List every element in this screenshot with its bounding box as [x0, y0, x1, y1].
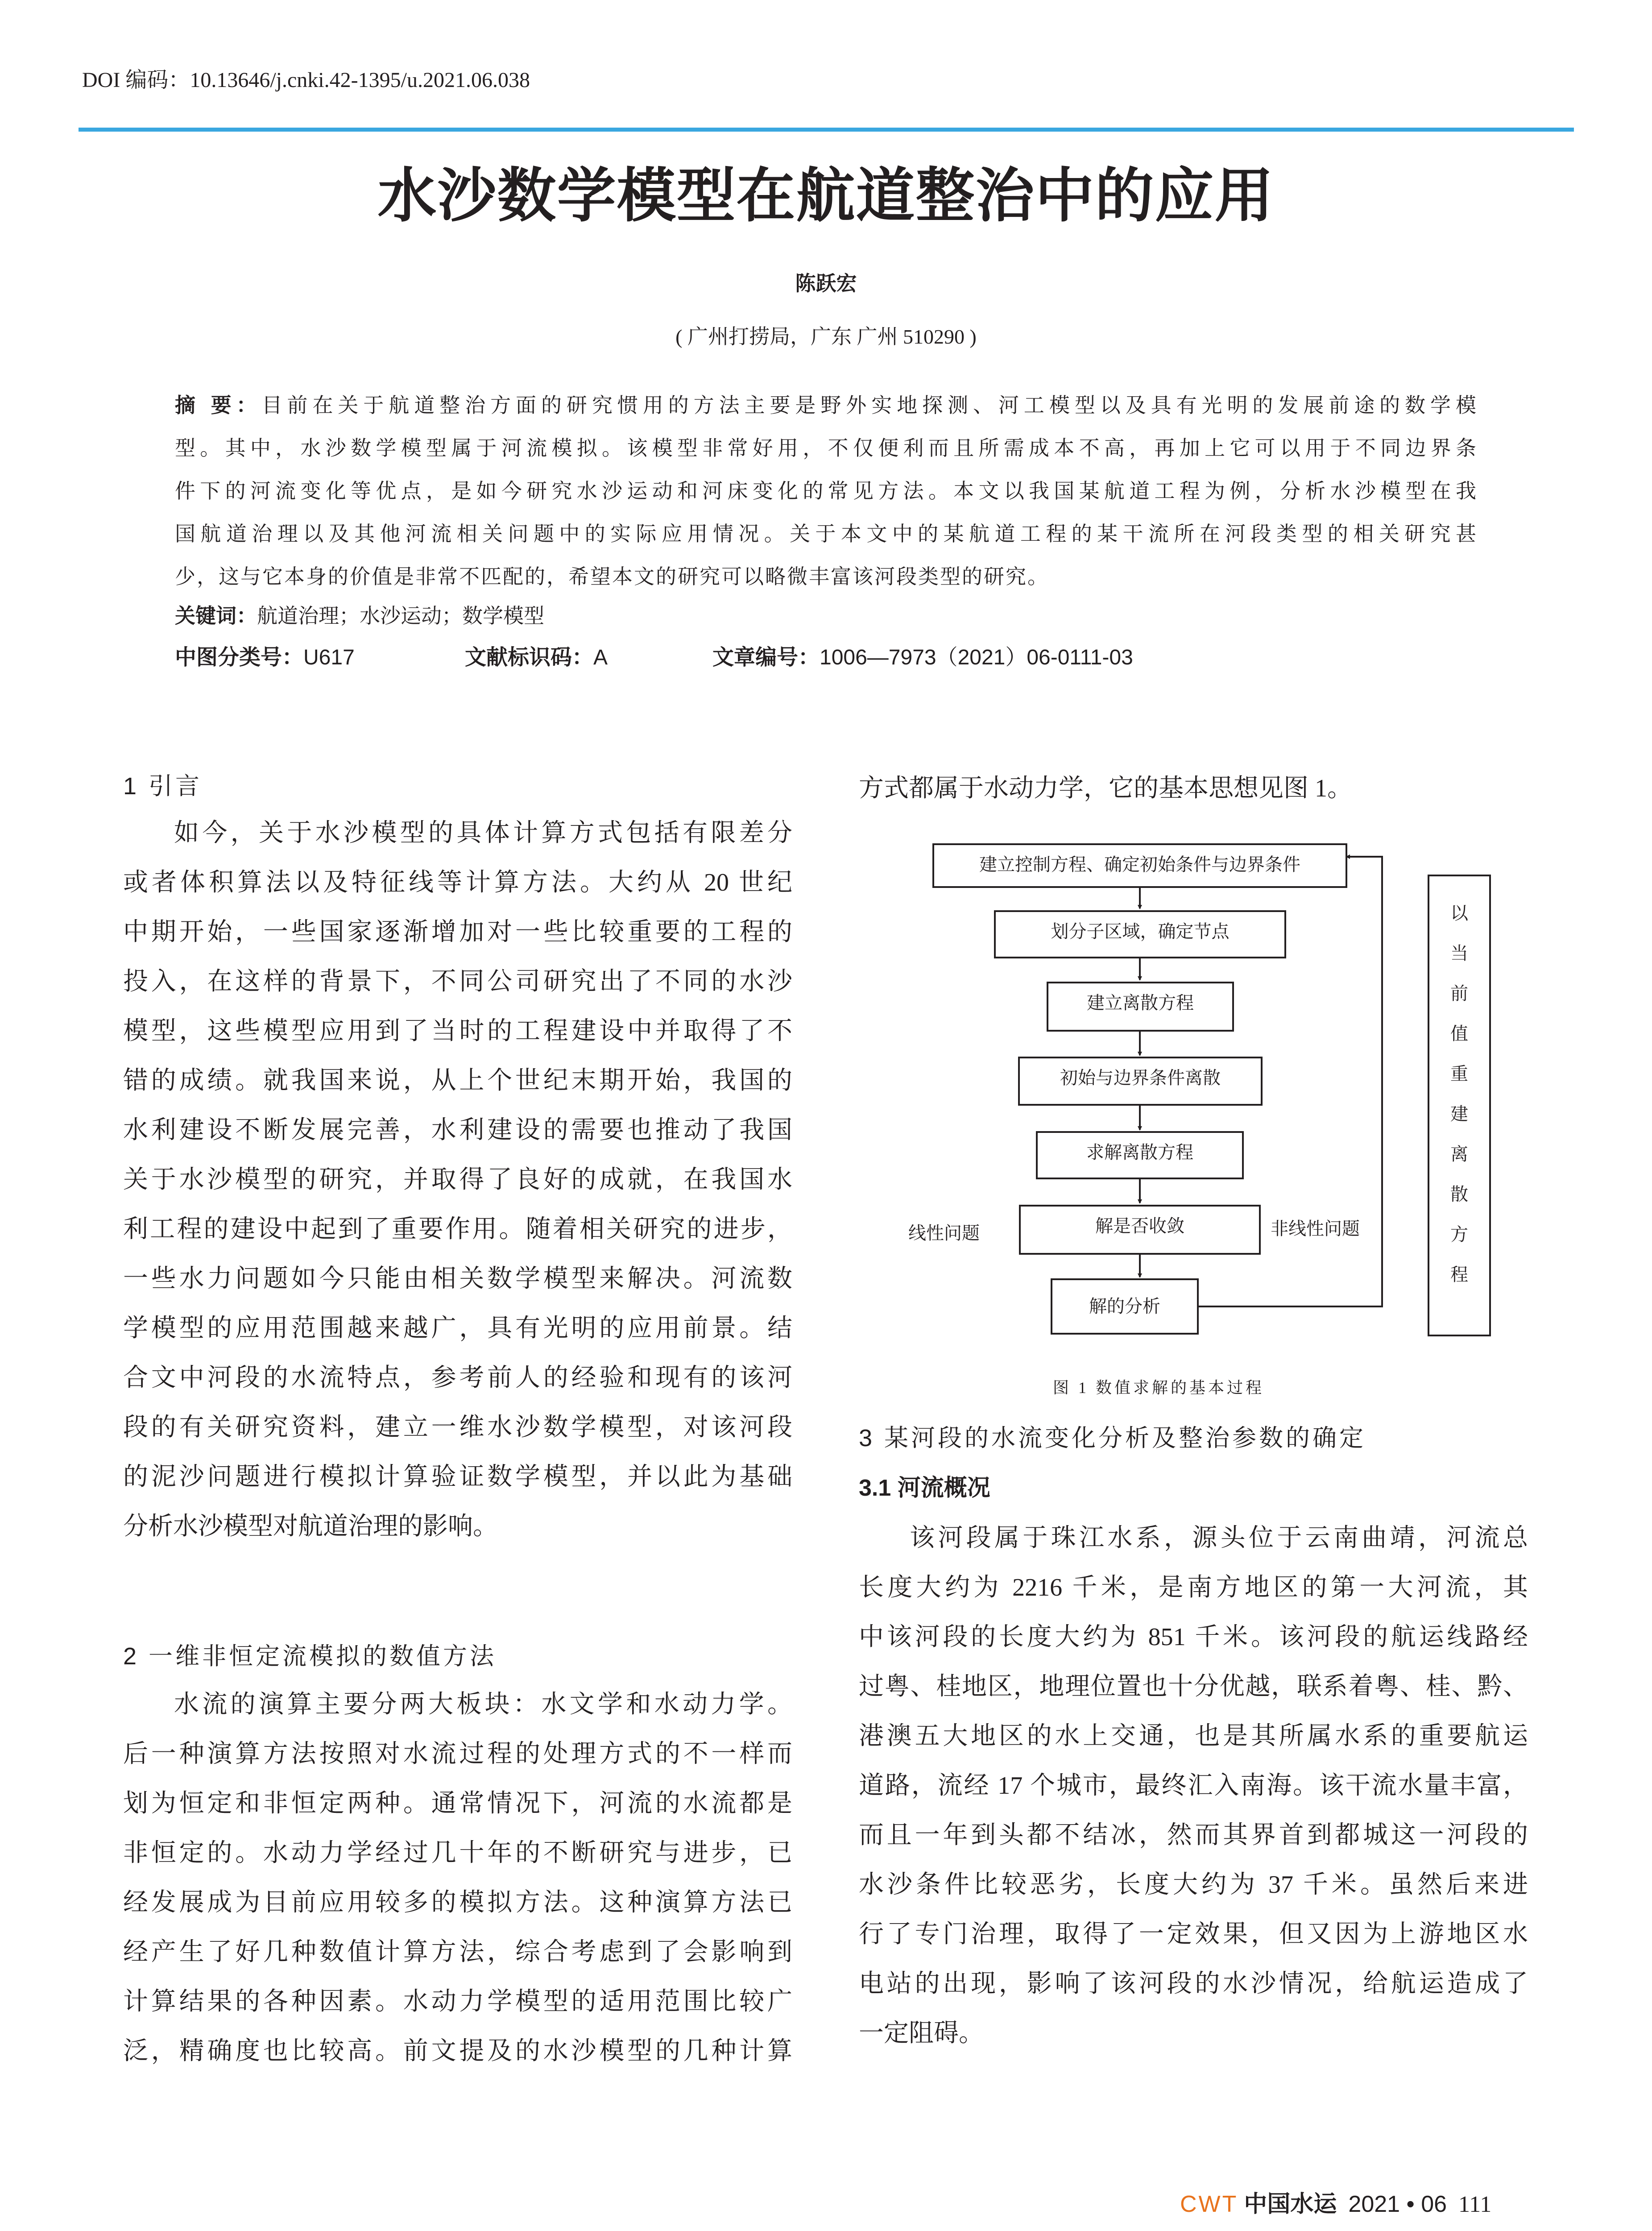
- section-3-heading: 3 某河段的水流变化分析及整治参数的确定: [859, 1425, 1366, 1451]
- body-line: 划为恒定和非恒定两种。通常情况下，河流的水流都是: [123, 1790, 792, 1817]
- article-author: 陈跃宏: [795, 272, 857, 295]
- flow-step-1: 建立控制方程、确定初始条件与边界条件: [932, 843, 1347, 888]
- flow-step-7: 解的分析: [1051, 1278, 1199, 1335]
- body-line: 水利建设不断发展完善，水利建设的需要也推动了我国: [123, 1116, 792, 1144]
- abstract-label: 摘 要：: [175, 394, 262, 417]
- body-line: 如今，关于水沙模型的具体计算方式包括有限差分: [174, 819, 792, 847]
- page-footer: [1180, 2189, 1491, 2220]
- section-2-body: [123, 1680, 792, 2076]
- body-line: 经发展成为目前应用较多的模拟方法。这种演算方法已: [123, 1889, 792, 1916]
- body-line: 而且一年到头都不结冰，然而其界首到都城这一河段的: [859, 1821, 1528, 1849]
- body-line: 行了专门治理，取得了一定效果，但又因为上游地区水: [859, 1920, 1528, 1948]
- body-line: 长度大约为 2216 千米，是南方地区的第一大河流，其: [859, 1574, 1528, 1601]
- body-line: 该河段属于珠江水系，源头位于云南曲靖，河流总: [910, 1524, 1528, 1552]
- body-line: 的泥沙问题进行模拟计算验证数学模型，并以此为基础: [123, 1463, 792, 1491]
- keywords-label: 关键词：: [175, 604, 257, 627]
- doi-line: DOI 编码：10.13646/j.cnki.42-1395/u.2021.06.038: [82, 68, 530, 92]
- body-line: 港澳五大地区的水上交通，也是其所属水系的重要航运: [859, 1722, 1528, 1750]
- body-line: 泛，精确度也比较高。前文提及的水沙模型的几种计算: [123, 2037, 792, 2065]
- figure-1-flowchart: [883, 830, 1508, 1410]
- body-line: 错的成绩。就我国来说，从上个世纪末期开始，我国的: [123, 1067, 792, 1095]
- body-line: 中期开始，一些国家逐渐增加对一些比较重要的工程的: [123, 918, 792, 946]
- section-1-body: [123, 809, 792, 1551]
- flow-step-2: 划分子区域，确定节点: [994, 910, 1286, 958]
- body-line: 分析水沙模型对航道治理的影响。: [123, 1513, 498, 1540]
- article-number: 文章编号：1006—7973（2021）06-0111-03: [712, 646, 1133, 669]
- body-line: 计算结果的各种因素。水动力学模型的适用范围比较广: [123, 1988, 792, 2015]
- header-rule: [79, 128, 1574, 132]
- abstract-line: 摘 要：目前在关于航道整治方面的研究惯用的方法主要是野外实地探测、河工模型以及具有光明的发展前途的数学模: [175, 394, 1478, 417]
- figure-1-caption: 图 1 数值求解的基本过程: [1053, 1379, 1265, 1397]
- page-number: 111: [1458, 2192, 1492, 2217]
- flow-step-3: 建立离散方程: [1047, 982, 1234, 1032]
- abstract-line: 国航道治理以及其他河流相关问题中的实际应用情况。关于本文中的某航道工程的某干流所在河段类型的相关研究甚: [175, 523, 1478, 545]
- abstract-line: 少，这与它本身的价值是非常不匹配的，希望本文的研究可以略微丰富该河段类型的研究。: [175, 565, 1049, 588]
- body-line: 水流的演算主要分两大板块：水文学和水动力学。: [174, 1691, 792, 1718]
- body-line: 一些水力问题如今只能由相关数学模型来解决。河流数: [123, 1265, 792, 1293]
- body-line: 电站的出现，影响了该河段的水沙情况，给航运造成了: [859, 1970, 1528, 1998]
- body-line: 利工程的建设中起到了重要作用。随着相关研究的进步，: [123, 1215, 792, 1243]
- body-line: 段的有关研究资料，建立一维水沙数学模型，对该河段: [123, 1414, 792, 1441]
- body-line: 投入，在这样的背景下，不同公司研究出了不同的水沙: [123, 968, 792, 995]
- keywords-text: 航道治理；水沙运动；数学模型: [257, 605, 544, 627]
- article-affiliation: ( 广州打捞局，广东 广州 510290 ): [675, 325, 977, 348]
- body-line: 水沙条件比较恶劣，长度大约为 37 千米。虽然后来进: [859, 1871, 1528, 1899]
- abstract-line: 型。其中，水沙数学模型属于河流模拟。该模型非常好用，不仅便利而且所需成本不高，再加上它可以用于不同边界条: [175, 437, 1478, 460]
- body-line: 过粤、桂地区，地理位置也十分优越，联系着粤、桂、黔、: [859, 1673, 1528, 1700]
- journal-name: 中国水运: [1244, 2192, 1337, 2217]
- section-1-heading: 1 引言: [123, 773, 203, 800]
- section-3-1-heading: 3.1 河流概况: [859, 1475, 990, 1501]
- abstract: [175, 384, 1478, 598]
- body-line: 方式都属于水动力学，它的基本思想见图 1。: [859, 775, 1352, 802]
- section-3-1-body: [859, 1514, 1528, 2058]
- doc-code: 文献标识码：A: [465, 646, 608, 669]
- label-nonlinear: 非线性问题: [1271, 1219, 1360, 1239]
- side-note-box: 以 当 前 值 重 建 离 散 方 程: [1428, 875, 1491, 1336]
- body-line: 经产生了好几种数值计算方法，综合考虑到了会影响到: [123, 1938, 792, 1966]
- label-linear: 线性问题: [908, 1223, 980, 1243]
- flow-step-6: 解是否收敛: [1019, 1205, 1261, 1255]
- abstract-line: 件下的河流变化等优点，是如今研究水沙运动和河床变化的常见方法。本文以我国某航道工程为例，分析水沙模型在我: [175, 480, 1478, 502]
- flow-step-4: 初始与边界条件离散: [1018, 1057, 1263, 1106]
- journal-logo: CWT: [1180, 2191, 1238, 2217]
- body-line: 合文中河段的水流特点，参考前人的经验和现有的该河: [123, 1364, 792, 1392]
- clc-number: 中图分类号：U617: [175, 646, 355, 669]
- body-line: 非恒定的。水动力学经过几十年的不断研究与进步，已: [123, 1839, 792, 1867]
- section-2-heading: 2 一维非恒定流模拟的数值方法: [123, 1643, 497, 1670]
- section-2-continuation: [859, 764, 1528, 813]
- flow-step-5: 求解离散方程: [1036, 1131, 1244, 1179]
- issue-date: 2021 • 06: [1348, 2191, 1447, 2217]
- body-line: 道路，流经 17 个城市，最终汇入南海。该干流水量丰富，: [859, 1772, 1528, 1800]
- body-line: 中该河段的长度大约为 851 千米。该河段的航运线路经: [859, 1623, 1528, 1651]
- body-line: 模型，这些模型应用到了当时的工程建设中并取得了不: [123, 1017, 792, 1045]
- keywords: [175, 598, 544, 634]
- body-line: 一定阻碍。: [859, 2020, 984, 2047]
- body-line: 学模型的应用范围越来越广，具有光明的应用前景。结: [123, 1315, 792, 1342]
- body-line: 后一种演算方法按照对水流过程的处理方式的不一样而: [123, 1740, 792, 1768]
- body-line: 或者体积算法以及特征线等计算方法。大约从 20 世纪: [123, 869, 792, 896]
- article-title: 水沙数学模型在航道整治中的应用: [377, 163, 1275, 229]
- body-line: 关于水沙模型的研究，并取得了良好的成就，在我国水: [123, 1166, 792, 1194]
